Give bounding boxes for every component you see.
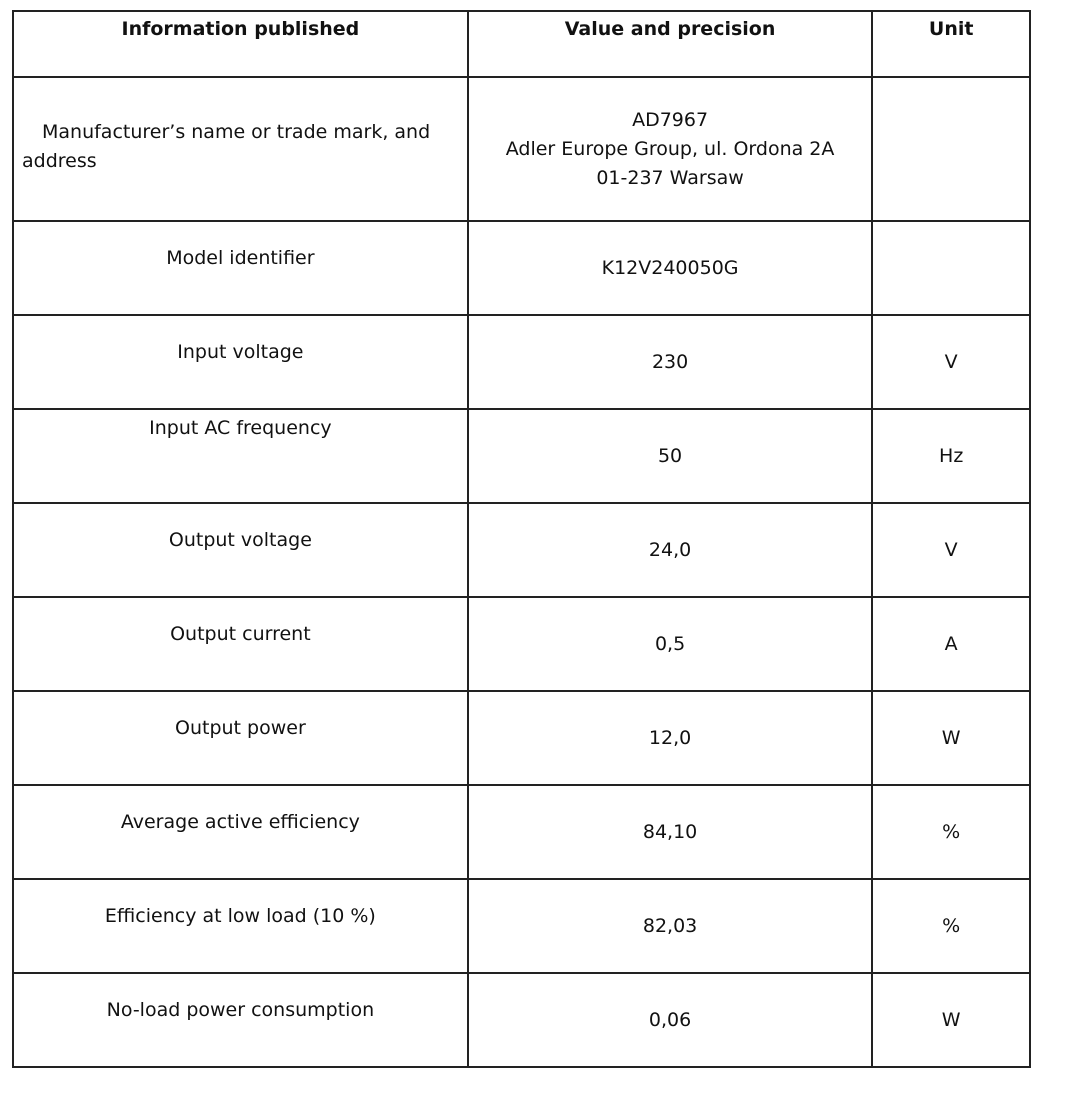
header-information-published: Information published xyxy=(13,11,468,77)
row-unit: W xyxy=(872,691,1030,785)
header-value-and-precision: Value and precision xyxy=(468,11,873,77)
row-value: 0,06 xyxy=(468,973,873,1067)
table-row xyxy=(13,503,1030,597)
row-value: 50 xyxy=(468,409,873,503)
table-row xyxy=(13,785,1030,879)
row-value: 82,03 xyxy=(468,879,873,973)
row-value: K12V240050G xyxy=(468,221,873,315)
row-unit: % xyxy=(872,879,1030,973)
row-unit: A xyxy=(872,597,1030,691)
row-value: 230 xyxy=(468,315,873,409)
row-label: Input AC frequency xyxy=(13,409,468,503)
row-unit: W xyxy=(872,973,1030,1067)
row-unit: Hz xyxy=(872,409,1030,503)
row-label: Output voltage xyxy=(13,503,468,597)
row-unit: V xyxy=(872,315,1030,409)
header-unit: Unit xyxy=(872,11,1030,77)
table-row xyxy=(13,409,1030,503)
row-label: Average active efficiency xyxy=(13,785,468,879)
row-label: Output power xyxy=(13,691,468,785)
info-table xyxy=(12,10,1031,1068)
row-unit: % xyxy=(872,785,1030,879)
row-label: Manufacturer’s name or trade mark, and address xyxy=(13,77,468,221)
row-value: 24,0 xyxy=(468,503,873,597)
table-row xyxy=(13,597,1030,691)
header-row xyxy=(13,11,1030,77)
row-value: 0,5 xyxy=(468,597,873,691)
row-unit xyxy=(872,221,1030,315)
row-value: 12,0 xyxy=(468,691,873,785)
row-label: Output current xyxy=(13,597,468,691)
row-label: Model identifier xyxy=(13,221,468,315)
value-line: Adler Europe Group, ul. Ordona 2A xyxy=(505,137,835,160)
table-row xyxy=(13,691,1030,785)
row-unit xyxy=(872,77,1030,221)
value-line: 01-237 Warsaw xyxy=(596,166,744,189)
table-row xyxy=(13,77,1030,221)
table-row xyxy=(13,973,1030,1067)
row-label: Efficiency at low load (10 %) xyxy=(13,879,468,973)
row-value xyxy=(468,77,873,221)
row-value: 84,10 xyxy=(468,785,873,879)
row-label: No-load power consumption xyxy=(13,973,468,1067)
table-row xyxy=(13,221,1030,315)
table-row xyxy=(13,879,1030,973)
row-label: Input voltage xyxy=(13,315,468,409)
value-line: AD7967 xyxy=(632,108,709,131)
table-row xyxy=(13,315,1030,409)
row-unit: V xyxy=(872,503,1030,597)
